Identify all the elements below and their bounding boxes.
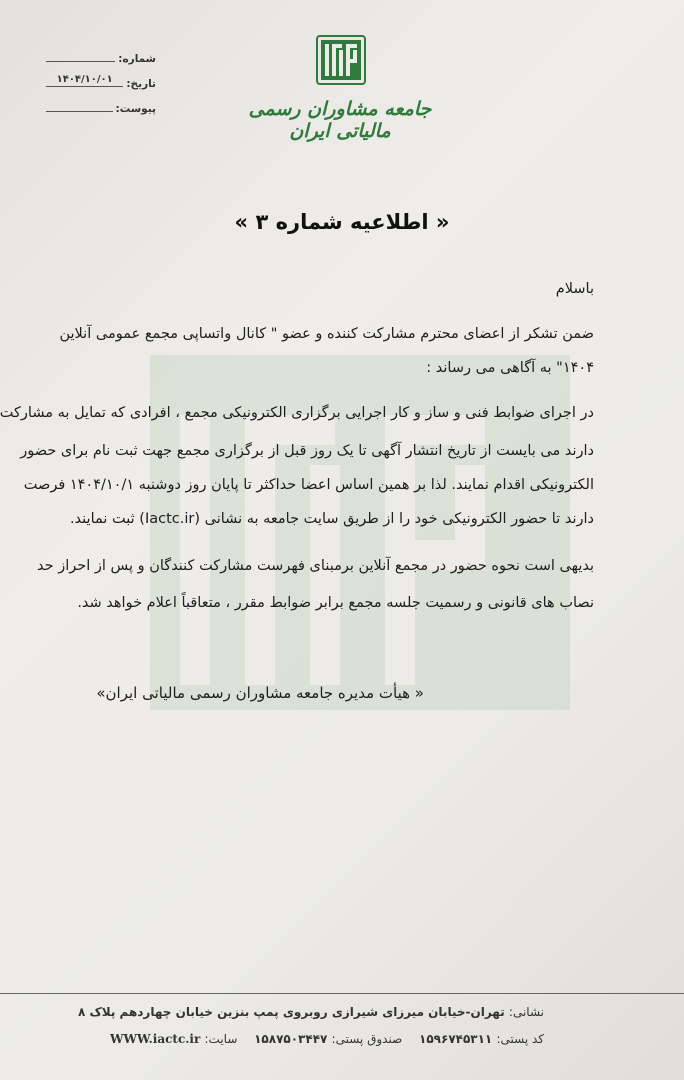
- date-label: تاریخ:: [126, 78, 156, 90]
- website-link[interactable]: WWW.iactc.ir: [110, 1032, 201, 1046]
- number-label: شماره:: [118, 53, 156, 65]
- address-value: تهران-خیابان میرزای شیرازی روبروی پمپ بنزین خیابان چهاردهم پلاک ۸: [77, 1005, 505, 1019]
- number-row: [46, 40, 156, 65]
- footer-contact: [110, 1032, 544, 1046]
- date-value: ۱۴۰۴/۱۰/۰۱: [46, 74, 123, 87]
- attachment-row: [46, 90, 156, 115]
- site-label: سایت:: [204, 1032, 238, 1046]
- footer-divider: [0, 993, 684, 994]
- letter-meta: [46, 40, 156, 115]
- paragraph-2-line-4: دارند تا حضور الکترونیکی خود را از طریق سایت جامعه به نشانی (Iactc.ir) ثبت نمایند.: [69, 511, 594, 527]
- paragraph-2-line-3: الکترونیکی اقدام نمایند. لذا بر همین اساس اعضا حداکثر تا پایان روز دوشنبه ۱۴۰۴/۱۰/۱ فرصت: [23, 477, 594, 493]
- pobox-label: صندوق پستی:: [331, 1032, 403, 1046]
- paragraph-2-line-2: دارند می بایست از تاریخ انتشار آگهی تا یک روز قبل از برگزاری مجمع جهت ثبت نام برای حضور: [20, 443, 594, 459]
- attachment-value: [46, 111, 113, 112]
- pobox-value: ۱۵۸۷۵۰۳۴۴۷: [254, 1032, 328, 1046]
- postal-label: کد پستی:: [496, 1032, 544, 1046]
- postal-value: ۱۵۹۶۷۴۵۳۱۱: [419, 1032, 493, 1046]
- paragraph-2-line-1: در اجرای ضوابط فنی و ساز و کار اجرایی برگزاری الکترونیکی مجمع ، افرادی که تمایل به مشارکت: [0, 405, 594, 421]
- date-row: [46, 65, 156, 90]
- paragraph-1-line-1: ضمن تشکر از اعضای محترم مشارکت کننده و عضو " کانال واتساپی مجمع عمومی آنلاین: [59, 326, 594, 342]
- org-name: جامعه مشاوران رسمی مالیاتی ایران: [248, 98, 432, 142]
- paragraph-1-line-2: ۱۴۰۴" به آگاهی می رساند :: [426, 360, 594, 376]
- address-label: نشانی:: [508, 1005, 544, 1019]
- signature: « هیأت مدیره جامعه مشاوران رسمی مالیاتی ایران»: [96, 684, 424, 702]
- paragraph-3-line-1: بدیهی است نحوه حضور در مجمع آنلاین برمبنای فهرست مشارکت کنندگان و پس از احراز حد: [37, 558, 594, 574]
- paragraph-3-line-2: نصاب های قانونی و رسمیت جلسه مجمع برابر ضوابط مقرر ، متعاقباً اعلام خواهد شد.: [77, 595, 594, 611]
- attachment-label: پیوست:: [115, 103, 156, 115]
- org-logo: [316, 35, 366, 85]
- greeting: باسلام: [555, 281, 594, 297]
- footer-address: [78, 1005, 544, 1019]
- announcement-title: « اطلاعیه شماره ۳ »: [234, 210, 450, 234]
- number-value: [46, 61, 115, 62]
